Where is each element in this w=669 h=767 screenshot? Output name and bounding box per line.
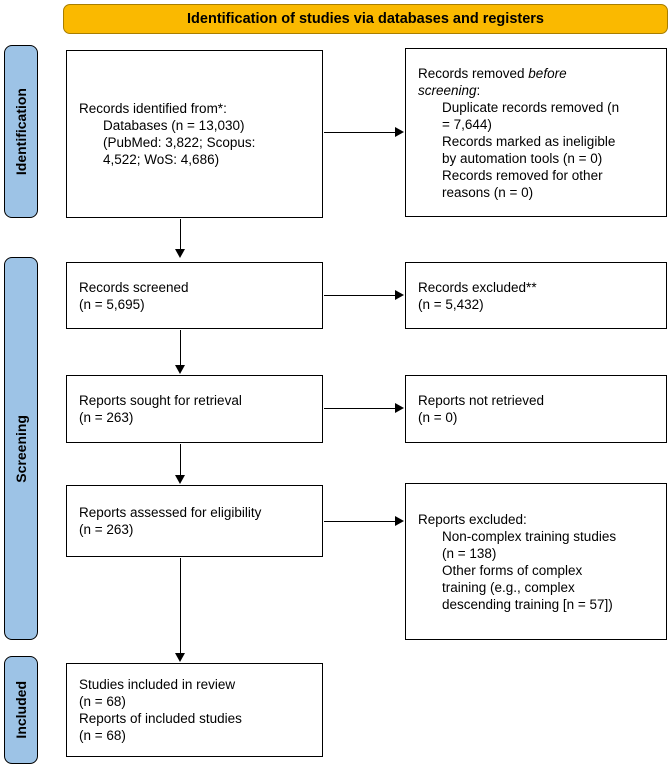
arrow-sought-to-not-retrieved	[324, 403, 404, 414]
box-text: Reports excluded:	[418, 511, 527, 527]
box-records-removed	[405, 48, 667, 217]
stage-label-included-text: Included	[13, 681, 29, 739]
arrow-assessed-to-included	[175, 558, 186, 662]
box-text: Studies included in review	[79, 677, 236, 692]
arrowhead-down-icon	[175, 365, 185, 374]
box-text: training (e.g., complex	[442, 579, 575, 595]
arrow-identified-to-screened	[175, 219, 186, 258]
arrowhead-down-icon	[175, 475, 185, 484]
box-text: (n = 5,432)	[418, 296, 484, 312]
box-text: Reports assessed for eligibility	[79, 505, 262, 520]
box-text: Reports of included studies	[79, 711, 242, 726]
arrow-screened-to-excluded	[324, 290, 404, 301]
box-text: (n = 263)	[79, 522, 134, 537]
banner-label: Identification of studies via databases and registers	[187, 11, 544, 27]
box-text: Other forms of complex	[442, 562, 583, 578]
box-text: Records excluded**	[418, 279, 537, 295]
arrowhead-right-icon	[395, 516, 404, 526]
box-records-identified	[66, 50, 323, 218]
box-text: Records screened	[79, 279, 189, 295]
box-text: (n = 68)	[79, 728, 126, 743]
box-records-excluded	[405, 262, 667, 329]
box-text: Duplicate records removed (n	[442, 99, 620, 115]
arrowhead-right-icon	[395, 403, 404, 413]
arrow-sought-to-assessed	[175, 444, 186, 484]
box-text: screening:	[418, 82, 481, 98]
box-text: = 7,644)	[442, 116, 492, 132]
arrow-identified-to-removed	[324, 127, 404, 138]
box-text: Reports sought for retrieval	[79, 393, 242, 408]
arrowhead-right-icon	[395, 127, 404, 137]
box-text: Records marked as ineligible	[442, 133, 616, 149]
box-text: (n = 138)	[442, 545, 497, 561]
box-reports-sought	[66, 375, 323, 443]
box-text: (n = 0)	[418, 410, 458, 425]
stage-label-included	[4, 656, 38, 764]
box-reports-excluded	[405, 483, 667, 640]
box-text: (n = 5,695)	[79, 296, 145, 312]
box-text: (PubMed: 3,822; Scopus:	[103, 135, 256, 150]
box-text: descending training [n = 57])	[442, 596, 613, 612]
box-text: Records removed for other	[442, 167, 603, 183]
arrowhead-right-icon	[395, 290, 404, 300]
box-text: Records removed before	[418, 65, 567, 81]
box-text: Records identified from*:	[79, 101, 227, 116]
box-records-screened	[66, 262, 323, 329]
arrow-screened-to-sought	[175, 330, 186, 374]
arrowhead-down-icon	[175, 653, 185, 662]
box-text: 4,522; WoS: 4,686)	[103, 152, 220, 167]
box-text: reasons (n = 0)	[442, 184, 534, 200]
banner-databases-registers	[63, 4, 668, 34]
stage-label-screening-text: Screening	[13, 414, 29, 483]
box-text: (n = 68)	[79, 694, 126, 709]
box-studies-included	[66, 663, 323, 757]
box-text: Non-complex training studies	[442, 528, 617, 544]
arrow-assessed-to-reports-excluded	[324, 516, 404, 527]
stage-label-screening	[4, 257, 38, 640]
box-text: Databases (n = 13,030)	[103, 118, 245, 133]
box-reports-not-retrieved	[405, 375, 667, 443]
box-text: (n = 263)	[79, 410, 134, 425]
box-text: Reports not retrieved	[418, 393, 545, 408]
arrowhead-down-icon	[175, 249, 185, 258]
stage-label-identification	[4, 45, 38, 218]
stage-label-identification-text: Identification	[13, 87, 29, 176]
box-reports-assessed	[66, 485, 323, 557]
box-text: by automation tools (n = 0)	[442, 150, 603, 166]
